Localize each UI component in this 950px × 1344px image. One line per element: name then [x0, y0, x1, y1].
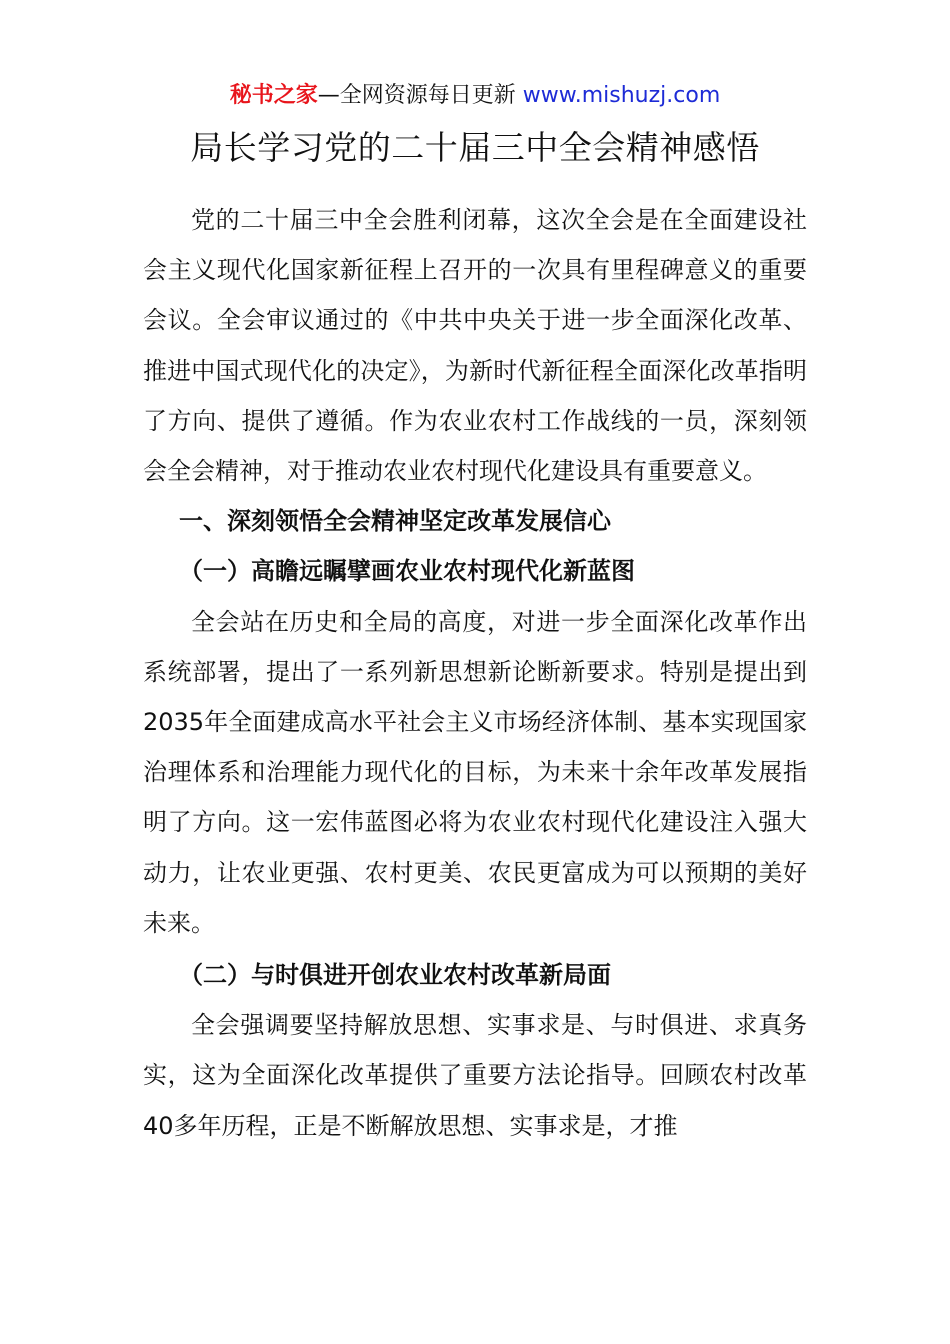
brand-name: 秘书之家 — [229, 83, 318, 108]
subsection-2-paragraph: 全会强调要坚持解放思想、实事求是、与时俱进、求真务实，这为全面深化改革提供了重要方法论指导。回顾农村改革40多年历程，正是不断解放思想、实事求是，才推 — [143, 1011, 807, 1140]
site-url[interactable]: www.mishuzj.com — [522, 83, 721, 108]
site-slogan: —全网资源每日更新 — [317, 83, 523, 108]
subsection-heading-2: （二）与时俱进开创农业农村改革新局面 — [179, 961, 611, 990]
site-header — [0, 80, 950, 112]
section-heading-1: 一、深刻领悟全会精神坚定改革发展信心 — [179, 507, 611, 536]
document-title: 局长学习党的二十届三中全会精神感悟 — [190, 128, 760, 167]
document-body — [143, 195, 807, 1151]
subsection-heading-1: （一）高瞻远瞩擘画农业农村现代化新蓝图 — [179, 557, 635, 586]
subsection-1-paragraph: 全会站在历史和全局的高度，对进一步全面深化改革作出系统部署，提出了一系列新思想新论断新要求。特别是提出到2035年全面建成高水平社会主义市场经济体制、基本实现国家治理体系和治理能力现代化的目标，为未来十余年改革发展指明了方向。这一宏伟蓝图必将为农业农村现代化建设注入强大动力，让农业更强、农村更美、农民更富成为可以预期的美好未来。 — [143, 607, 807, 937]
intro-paragraph: 党的二十届三中全会胜利闭幕，这次全会是在全面建设社会主义现代化国家新征程上召开的一次具有里程碑意义的重要会议。全会审议通过的《中共中央关于进一步全面深化改革、推进中国式现代化的决定》，为新时代新征程全面深化改革指明了方向、提供了遵循。作为农业农村工作战线的一员，深刻领会全会精神，对于推动农业农村现代化建设具有重要意义。 — [143, 206, 807, 486]
